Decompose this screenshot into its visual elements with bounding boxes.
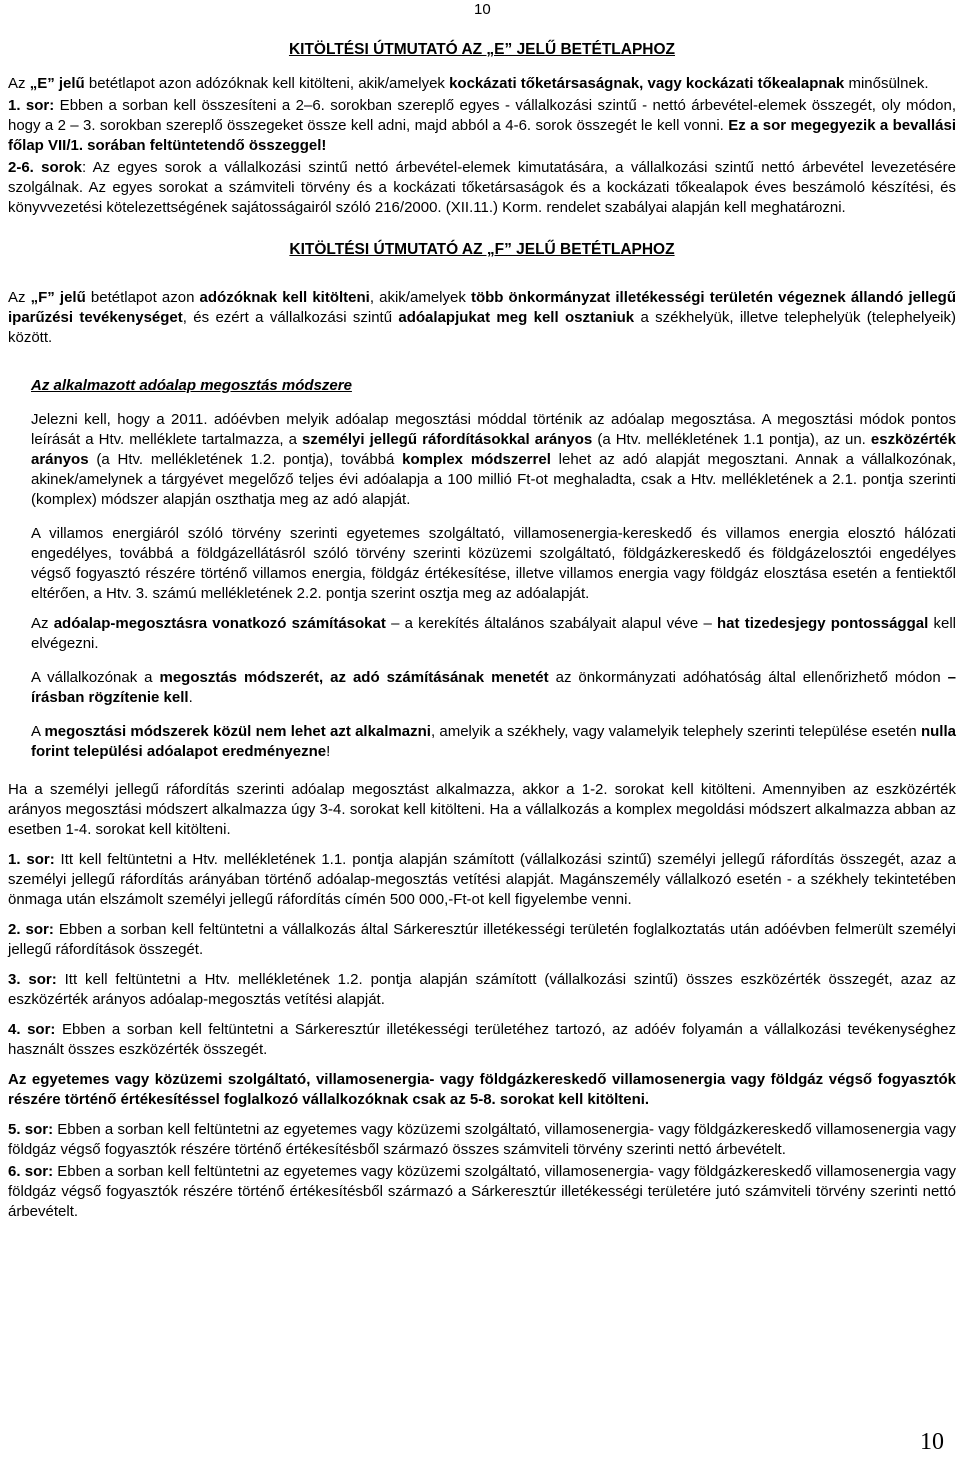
e-rows-2-6-paragraph: 2-6. sorok: Az egyes sorok a vállalkozási szintű nettó árbevétel-elemek kimutatására, a vállalkozási szintű nettó árbevétel levezetésére szolgálnak. Az egyes sorokat a számviteli törvény és a kockázati tőketársaságok és a kockázati tőkealapok éves beszámoló készítési, és könyvvezetési kötelezettségének sajátosságairól szóló 216/2000. (XII.11.) Korm. rendelet szabályai alapján kell meghatározni. [8,159,956,216]
method-block [31,410,956,762]
f-row-4-paragraph: 4. sor: Ebben a sorban kell feltüntetni a Sárkeresztúr illetékességi területéhez tartozó, az adóév folyamán a vállalkozási tevékenységhez használt összes eszközérték összegét. [8,1021,957,1058]
page-number-bottom: 10 [920,1429,944,1455]
f-bold-paragraph: Az egyetemes vagy közüzemi szolgáltató, villamosenergia- vagy földgázkereskedő villamosenergia vagy földgáz végső fogyasztók részére történő értékesítéssel foglalkozó vállalkozóknak csak az 5-8. sorokat kell kitölteni. [8,1071,956,1108]
document-page [8,40,956,1222]
heading-e-insert: KITÖLTÉSI ÚTMUTATÓ AZ „E” JELŰ BETÉTLAPHOZ [288,41,676,58]
method-paragraph-1: Jelezni kell, hogy a 2011. adóévben melyik adóalap megosztási móddal történik az adóalap megosztása. A megosztási módok pontos leírását a Htv. melléklete tartalmazza, a személyi jellegű ráfordításokkal arányos (a Htv. mellékletének 1.1 pontja), az un. eszközérték arányos (a Htv. mellékletének 1.2. pontja), továbbá komplex módszerrel lehet az adó alapját megosztani. Annak a vállalkozónak, akinek/amelynek a tárgyévet megelőző teljes évi adóalapja a 100 millió Ft-ot meghaladta, csak a Htv. mellékletének a 2.1. pontja szerinti (komplex) módszer alapján oszthatja meg az adó alapját. [31,411,956,508]
f-row-6-paragraph: 6. sor: Ebben a sorban kell feltüntetni az egyetemes vagy közüzemi szolgáltató, villamosenergia- vagy földgázkereskedő villamosenergia vagy földgáz végső fogyasztók részére történő értékesítésből származó a Sárkeresztúr illetékességi területére jutó számviteli törvény szerinti nettó árbevételt. [8,1163,957,1220]
section-title-method: Az alkalmazott adóalap megosztás módszere [31,377,352,394]
f-intro-paragraph: Az „F” jelű betétlapot azon adózóknak kell kitölteni, akik/amelyek több önkormányzat illetékességi területén végeznek állandó jellegű iparűzési tevékenységet, és ezért a vállalkozási szintű adóalapjukat meg kell osztaniuk a székhelyük, illetve telephelyük (telephelyeik) között. [8,289,956,346]
method-paragraph-2: A villamos energiáról szóló törvény szerinti egyetemes szolgáltató, villamosenergia-kereskedő és villamos energia elosztó hálózati engedélyes, továbbá a földgázellátásról szóló törvény szerinti közüzemi szolgáltató, földgázkereskedő és földgázelosztói engedélyes végső fogyasztó részére történő villamos energia, földgáz értékesítése, illetve villamos energia vagy földgáz elosztása esetén a fentiektől eltérően, a Htv. 3. számú mellékletének 2.2. pontja szerint osztja meg az adóalapját. [31,525,956,602]
method-paragraph-5: A megosztási módszerek közül nem lehet azt alkalmazni, amelyik a székhely, vagy valamelyik telephely szerinti települése esetén nulla forint települési adóalapot eredményezne! [31,723,956,760]
f-row-2-paragraph: 2. sor: Ebben a sorban kell feltüntetni a vállalkozás által Sárkeresztúr illetékességi területén foglalkoztatás után adóévben felmerült személyi jellegű ráfordítások összegét. [8,921,957,958]
f-row-5-paragraph: 5. sor: Ebben a sorban kell feltüntetni az egyetemes vagy közüzemi szolgáltató, villamosenergia- vagy földgázkereskedő villamosenergia vagy földgáz végső fogyasztók részére történő értékesítésből származó összes számviteli törvény szerinti nettó árbevételt. [8,1121,957,1158]
f-row-1-paragraph: 1. sor: Itt kell feltüntetni a Htv. mellékletének 1.1. pontja alapján számított (vállalkozási szintű) személyi jellegű ráfordítás összegét, azaz a személyi jellegű ráfordítás arányában történő adóalap-megosztás vetítési alapját. Magánszemély vállalkozó esetén - a székhely tekintetében önmaga után elszámolt személyi jellegű ráfordítás címén 500 000,-Ft-ot kell figyelembe venni. [8,851,956,908]
e-row-1-paragraph: 1. sor: Ebben a sorban kell összesíteni a 2–6. sorokban szereplő egyes - vállalkozási szintű - nettó árbevétel-elemek összegét, oly módon, hogy a 2 – 3. sorokban szereplő összegeket össze kell adni, majd abból a 4-6. sorok összegét le kell vonni. Ez a sor megegyezik a bevallási főlap VII/1. sorában feltüntetendő összeggel! [8,97,956,154]
f-row-3-paragraph: 3. sor: Itt kell feltüntetni a Htv. mellékletének 1.2. pontja alapján számított (vállalkozási szintű) összes eszközérték összegét, azaz az eszközérték arányos adóalap-megosztás vetítési alapját. [8,971,957,1008]
rules-paragraph: Ha a személyi jellegű ráfordítás szerinti adóalap megosztást alkalmazza, akkor a 1-2. sorokat kell kitölteni. Amennyiben az eszközérték arányos megosztási módszert alkalmazza úgy 3-4. sorokat kell kitölteni. Ha a vállalkozás a komplex megoldási módszert alkalmazza abban az esetben 1-4. sorokat kell kitölteni. [8,781,956,838]
page-number-top: 10 [474,1,491,18]
method-paragraph-4: A vállalkozónak a megosztás módszerét, az adó számításának menetét az önkormányzati adóhatóság által ellenőrizhető módon – írásban rögzítenie kell. [31,669,957,706]
method-paragraph-3: Az adóalap-megosztásra vonatkozó számításokat – a kerekítés általános szabályait alapul véve – hat tizedesjegy pontossággal kell elvégezni. [31,615,956,652]
e-intro-paragraph: Az „E” jelű betétlapot azon adózóknak kell kitölteni, akik/amelyek kockázati tőketársaságnak, vagy kockázati tőkealapnak minősülnek. [8,75,929,92]
heading-f-insert: KITÖLTÉSI ÚTMUTATÓ AZ „F” JELŰ BETÉTLAPHOZ [289,241,675,258]
